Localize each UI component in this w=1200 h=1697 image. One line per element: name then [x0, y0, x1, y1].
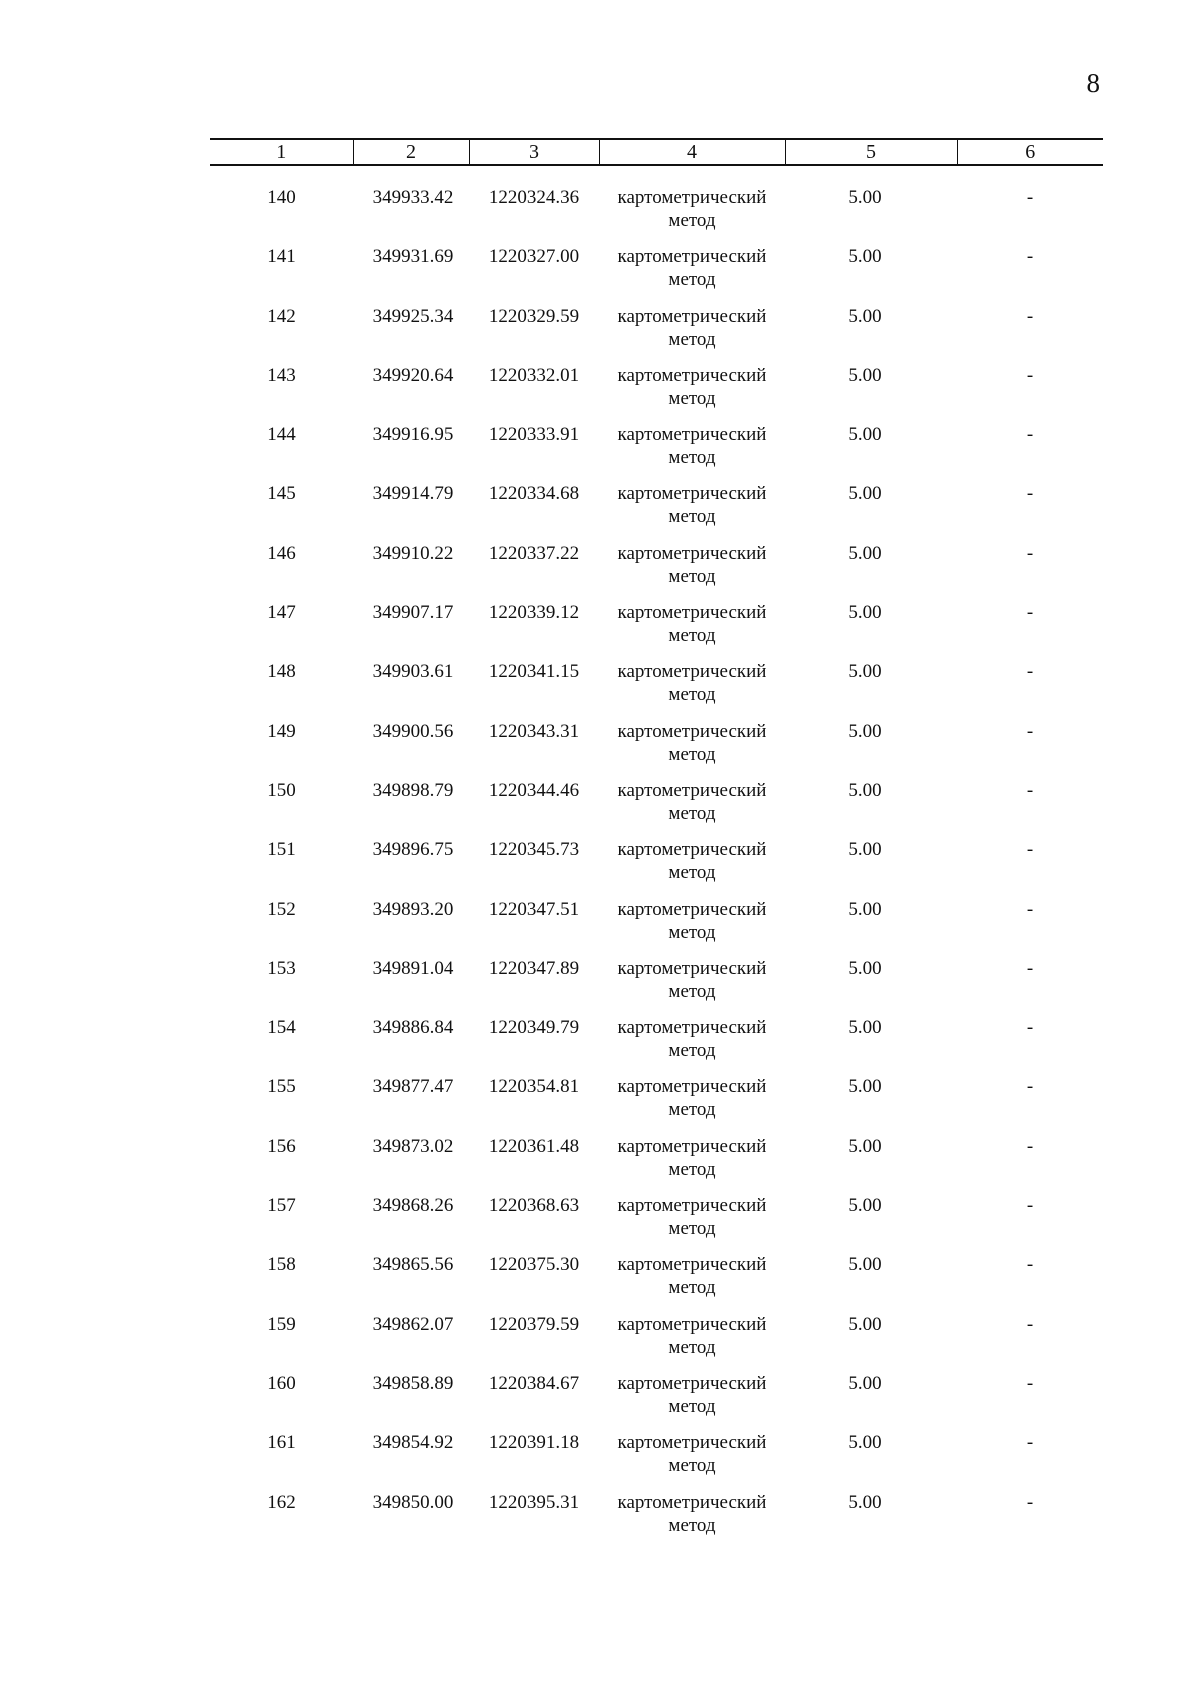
x-coordinate-cell: 349893.20	[372, 898, 454, 920]
method-line-1: картометрический	[617, 1195, 767, 1217]
method-line-1: картометрический	[617, 839, 767, 861]
method-line-2: метод	[668, 565, 716, 587]
accuracy-cell: 5.00	[848, 1076, 882, 1098]
point-number-cell: 144	[267, 424, 296, 446]
description-cell: -	[1026, 661, 1034, 683]
y-coordinate-cell: 1220395.31	[488, 1491, 580, 1513]
accuracy-cell: 5.00	[848, 1491, 882, 1513]
y-coordinate-cell: 1220329.59	[488, 305, 580, 327]
method-cell	[599, 364, 785, 423]
accuracy-cell: 5.00	[848, 1195, 882, 1217]
x-coordinate-cell: 349914.79	[372, 483, 454, 505]
table-row	[210, 1016, 1103, 1075]
point-number-cell: 156	[267, 1135, 296, 1157]
point-number-cell: 157	[267, 1195, 296, 1217]
table-row	[210, 779, 1103, 838]
method-line-1: картометрический	[617, 661, 767, 683]
table-row	[210, 1075, 1103, 1134]
method-line-1: картометрический	[617, 1254, 767, 1276]
method-line-1: картометрический	[617, 364, 767, 386]
table-row	[210, 1135, 1103, 1194]
x-coordinate-cell: 349850.00	[372, 1491, 454, 1513]
description-cell: -	[1026, 1135, 1034, 1157]
table-row	[210, 838, 1103, 897]
page-number: 8	[1086, 68, 1100, 98]
point-number-cell: 154	[267, 1017, 296, 1039]
table-row	[210, 1491, 1103, 1550]
description-cell: -	[1026, 779, 1034, 801]
description-cell: -	[1026, 1254, 1034, 1276]
description-cell: -	[1026, 1076, 1034, 1098]
x-coordinate-cell: 349903.61	[372, 661, 454, 683]
x-coordinate-cell: 349900.56	[372, 720, 454, 742]
x-coordinate-cell: 349925.34	[372, 305, 454, 327]
method-line-1: картометрический	[617, 779, 767, 801]
description-cell: -	[1026, 898, 1034, 920]
method-line-2: метод	[668, 1514, 716, 1536]
description-cell: -	[1026, 720, 1034, 742]
table-row	[210, 305, 1103, 364]
y-coordinate-cell: 1220343.31	[488, 720, 580, 742]
method-line-2: метод	[668, 802, 716, 824]
description-cell: -	[1026, 187, 1034, 208]
accuracy-cell: 5.00	[848, 364, 882, 386]
x-coordinate-cell: 349877.47	[372, 1076, 454, 1098]
method-cell	[599, 779, 785, 838]
y-coordinate-cell: 1220368.63	[488, 1195, 580, 1217]
x-coordinate-cell: 349873.02	[372, 1135, 454, 1157]
y-coordinate-cell: 1220354.81	[488, 1076, 580, 1098]
y-coordinate-cell: 1220347.51	[488, 898, 580, 920]
y-coordinate-cell: 1220332.01	[488, 364, 580, 386]
table-row	[210, 1372, 1103, 1431]
table-row	[210, 1194, 1103, 1253]
point-number-cell: 158	[267, 1254, 296, 1276]
y-coordinate-cell: 1220375.30	[488, 1254, 580, 1276]
x-coordinate-cell: 349868.26	[372, 1195, 454, 1217]
table-row	[210, 1431, 1103, 1490]
description-cell: -	[1026, 839, 1034, 861]
column-header-1: 1	[210, 139, 353, 165]
description-cell: -	[1026, 1372, 1034, 1394]
x-coordinate-cell: 349898.79	[372, 779, 454, 801]
accuracy-cell: 5.00	[848, 1017, 882, 1039]
table-row	[210, 186, 1103, 245]
y-coordinate-cell: 1220327.00	[488, 246, 580, 268]
y-coordinate-cell: 1220337.22	[488, 542, 580, 564]
table-row	[210, 1313, 1103, 1372]
method-cell	[599, 245, 785, 304]
method-cell	[599, 1491, 785, 1550]
x-coordinate-cell: 349916.95	[372, 424, 454, 446]
point-number-cell: 146	[267, 542, 296, 564]
accuracy-cell: 5.00	[848, 246, 882, 268]
accuracy-cell: 5.00	[848, 602, 882, 624]
method-line-1: картометрический	[617, 957, 767, 979]
table-row	[210, 542, 1103, 601]
method-cell	[599, 1135, 785, 1194]
point-number-cell: 151	[267, 839, 296, 861]
table-row	[210, 601, 1103, 660]
method-line-1: картометрический	[617, 1313, 767, 1335]
method-line-1: картометрический	[617, 1017, 767, 1039]
method-line-2: метод	[668, 1455, 716, 1477]
point-number-cell: 160	[267, 1372, 296, 1394]
method-cell	[599, 305, 785, 364]
method-line-2: метод	[668, 1395, 716, 1417]
accuracy-cell: 5.00	[848, 661, 882, 683]
accuracy-cell: 5.00	[848, 305, 882, 327]
y-coordinate-cell: 1220324.36	[488, 187, 580, 208]
description-cell: -	[1026, 1432, 1034, 1454]
method-line-1: картометрический	[617, 720, 767, 742]
y-coordinate-cell: 1220344.46	[488, 779, 580, 801]
table-row	[210, 245, 1103, 304]
description-cell: -	[1026, 364, 1034, 386]
method-line-1: картометрический	[617, 1491, 767, 1513]
method-line-2: метод	[668, 387, 716, 409]
y-coordinate-cell: 1220333.91	[488, 424, 580, 446]
y-coordinate-cell: 1220341.15	[488, 661, 580, 683]
y-coordinate-cell: 1220391.18	[488, 1432, 580, 1454]
method-line-2: метод	[668, 862, 716, 884]
table-body	[210, 186, 1103, 1550]
method-line-2: метод	[668, 684, 716, 706]
accuracy-cell: 5.00	[848, 957, 882, 979]
accuracy-cell: 5.00	[848, 1254, 882, 1276]
x-coordinate-cell: 349886.84	[372, 1017, 454, 1039]
method-line-2: метод	[668, 506, 716, 528]
accuracy-cell: 5.00	[848, 483, 882, 505]
point-number-cell: 143	[267, 364, 296, 386]
method-cell	[599, 957, 785, 1016]
method-line-2: метод	[668, 210, 716, 231]
point-number-cell: 145	[267, 483, 296, 505]
point-number-cell: 159	[267, 1313, 296, 1335]
x-coordinate-cell: 349920.64	[372, 364, 454, 386]
table-row	[210, 482, 1103, 541]
method-cell	[599, 1253, 785, 1312]
coordinates-table	[210, 138, 1103, 1550]
table-row	[210, 660, 1103, 719]
accuracy-cell: 5.00	[848, 1135, 882, 1157]
x-coordinate-cell: 349865.56	[372, 1254, 454, 1276]
method-cell	[599, 898, 785, 957]
method-line-1: картометрический	[617, 1432, 767, 1454]
method-line-2: метод	[668, 328, 716, 350]
accuracy-cell: 5.00	[848, 720, 882, 742]
accuracy-cell: 5.00	[848, 1372, 882, 1394]
table-row	[210, 898, 1103, 957]
description-cell: -	[1026, 1017, 1034, 1039]
y-coordinate-cell: 1220334.68	[488, 483, 580, 505]
y-coordinate-cell: 1220379.59	[488, 1313, 580, 1335]
accuracy-cell: 5.00	[848, 542, 882, 564]
point-number-cell: 142	[267, 305, 296, 327]
method-line-2: метод	[668, 1040, 716, 1062]
accuracy-cell: 5.00	[848, 898, 882, 920]
method-line-1: картометрический	[617, 542, 767, 564]
accuracy-cell: 5.00	[848, 779, 882, 801]
description-cell: -	[1026, 483, 1034, 505]
point-number-cell: 147	[267, 602, 296, 624]
description-cell: -	[1026, 542, 1034, 564]
y-coordinate-cell: 1220347.89	[488, 957, 580, 979]
accuracy-cell: 5.00	[848, 424, 882, 446]
accuracy-cell: 5.00	[848, 1313, 882, 1335]
x-coordinate-cell: 349891.04	[372, 957, 454, 979]
method-line-2: метод	[668, 447, 716, 469]
y-coordinate-cell: 1220361.48	[488, 1135, 580, 1157]
table-row	[210, 364, 1103, 423]
table-header-row	[210, 139, 1103, 165]
point-number-cell: 140	[267, 187, 296, 208]
table-row	[210, 957, 1103, 1016]
column-header-2: 2	[353, 139, 469, 165]
method-line-2: метод	[668, 1158, 716, 1180]
column-header-3: 3	[469, 139, 599, 165]
point-number-cell: 153	[267, 957, 296, 979]
method-cell	[599, 1431, 785, 1490]
description-cell: -	[1026, 957, 1034, 979]
x-coordinate-cell: 349910.22	[372, 542, 454, 564]
y-coordinate-cell: 1220339.12	[488, 602, 580, 624]
method-cell	[599, 1372, 785, 1431]
method-cell	[599, 720, 785, 779]
description-cell: -	[1026, 602, 1034, 624]
method-line-2: метод	[668, 269, 716, 291]
table-row	[210, 720, 1103, 779]
accuracy-cell: 5.00	[848, 187, 882, 208]
point-number-cell: 155	[267, 1076, 296, 1098]
accuracy-cell: 5.00	[848, 1432, 882, 1454]
x-coordinate-cell: 349933.42	[372, 187, 454, 208]
method-cell	[599, 1016, 785, 1075]
method-cell	[599, 423, 785, 482]
y-coordinate-cell: 1220345.73	[488, 839, 580, 861]
column-header-6: 6	[957, 139, 1103, 165]
y-coordinate-cell: 1220384.67	[488, 1372, 580, 1394]
x-coordinate-cell: 349862.07	[372, 1313, 454, 1335]
description-cell: -	[1026, 1195, 1034, 1217]
method-line-2: метод	[668, 921, 716, 943]
point-number-cell: 150	[267, 779, 296, 801]
accuracy-cell: 5.00	[848, 839, 882, 861]
y-coordinate-cell: 1220349.79	[488, 1017, 580, 1039]
description-cell: -	[1026, 424, 1034, 446]
method-line-2: метод	[668, 625, 716, 647]
method-line-2: метод	[668, 1218, 716, 1240]
method-cell	[599, 482, 785, 541]
point-number-cell: 148	[267, 661, 296, 683]
method-cell	[599, 1194, 785, 1253]
method-cell	[599, 186, 785, 245]
x-coordinate-cell: 349858.89	[372, 1372, 454, 1394]
method-line-1: картометрический	[617, 1372, 767, 1394]
table-row	[210, 1253, 1103, 1312]
column-header-4: 4	[599, 139, 785, 165]
method-line-2: метод	[668, 743, 716, 765]
method-cell	[599, 1313, 785, 1372]
method-line-1: картометрический	[617, 424, 767, 446]
description-cell: -	[1026, 246, 1034, 268]
method-line-1: картометрический	[617, 187, 767, 208]
method-cell	[599, 601, 785, 660]
method-line-1: картометрический	[617, 305, 767, 327]
method-cell	[599, 838, 785, 897]
description-cell: -	[1026, 305, 1034, 327]
description-cell: -	[1026, 1491, 1034, 1513]
method-line-2: метод	[668, 980, 716, 1002]
description-cell: -	[1026, 1313, 1034, 1335]
method-line-1: картометрический	[617, 246, 767, 268]
point-number-cell: 141	[267, 246, 296, 268]
point-number-cell: 161	[267, 1432, 296, 1454]
x-coordinate-cell: 349854.92	[372, 1432, 454, 1454]
column-header-5: 5	[785, 139, 957, 165]
method-line-1: картометрический	[617, 483, 767, 505]
method-line-1: картометрический	[617, 898, 767, 920]
method-line-1: картометрический	[617, 602, 767, 624]
method-line-2: метод	[668, 1336, 716, 1358]
point-number-cell: 149	[267, 720, 296, 742]
method-cell	[599, 660, 785, 719]
method-line-1: картометрический	[617, 1076, 767, 1098]
x-coordinate-cell: 349907.17	[372, 602, 454, 624]
method-line-2: метод	[668, 1099, 716, 1121]
method-cell	[599, 542, 785, 601]
table-row	[210, 423, 1103, 482]
method-line-1: картометрический	[617, 1135, 767, 1157]
point-number-cell: 152	[267, 898, 296, 920]
point-number-cell: 162	[267, 1491, 296, 1513]
x-coordinate-cell: 349931.69	[372, 246, 454, 268]
method-cell	[599, 1075, 785, 1134]
x-coordinate-cell: 349896.75	[372, 839, 454, 861]
method-line-2: метод	[668, 1277, 716, 1299]
